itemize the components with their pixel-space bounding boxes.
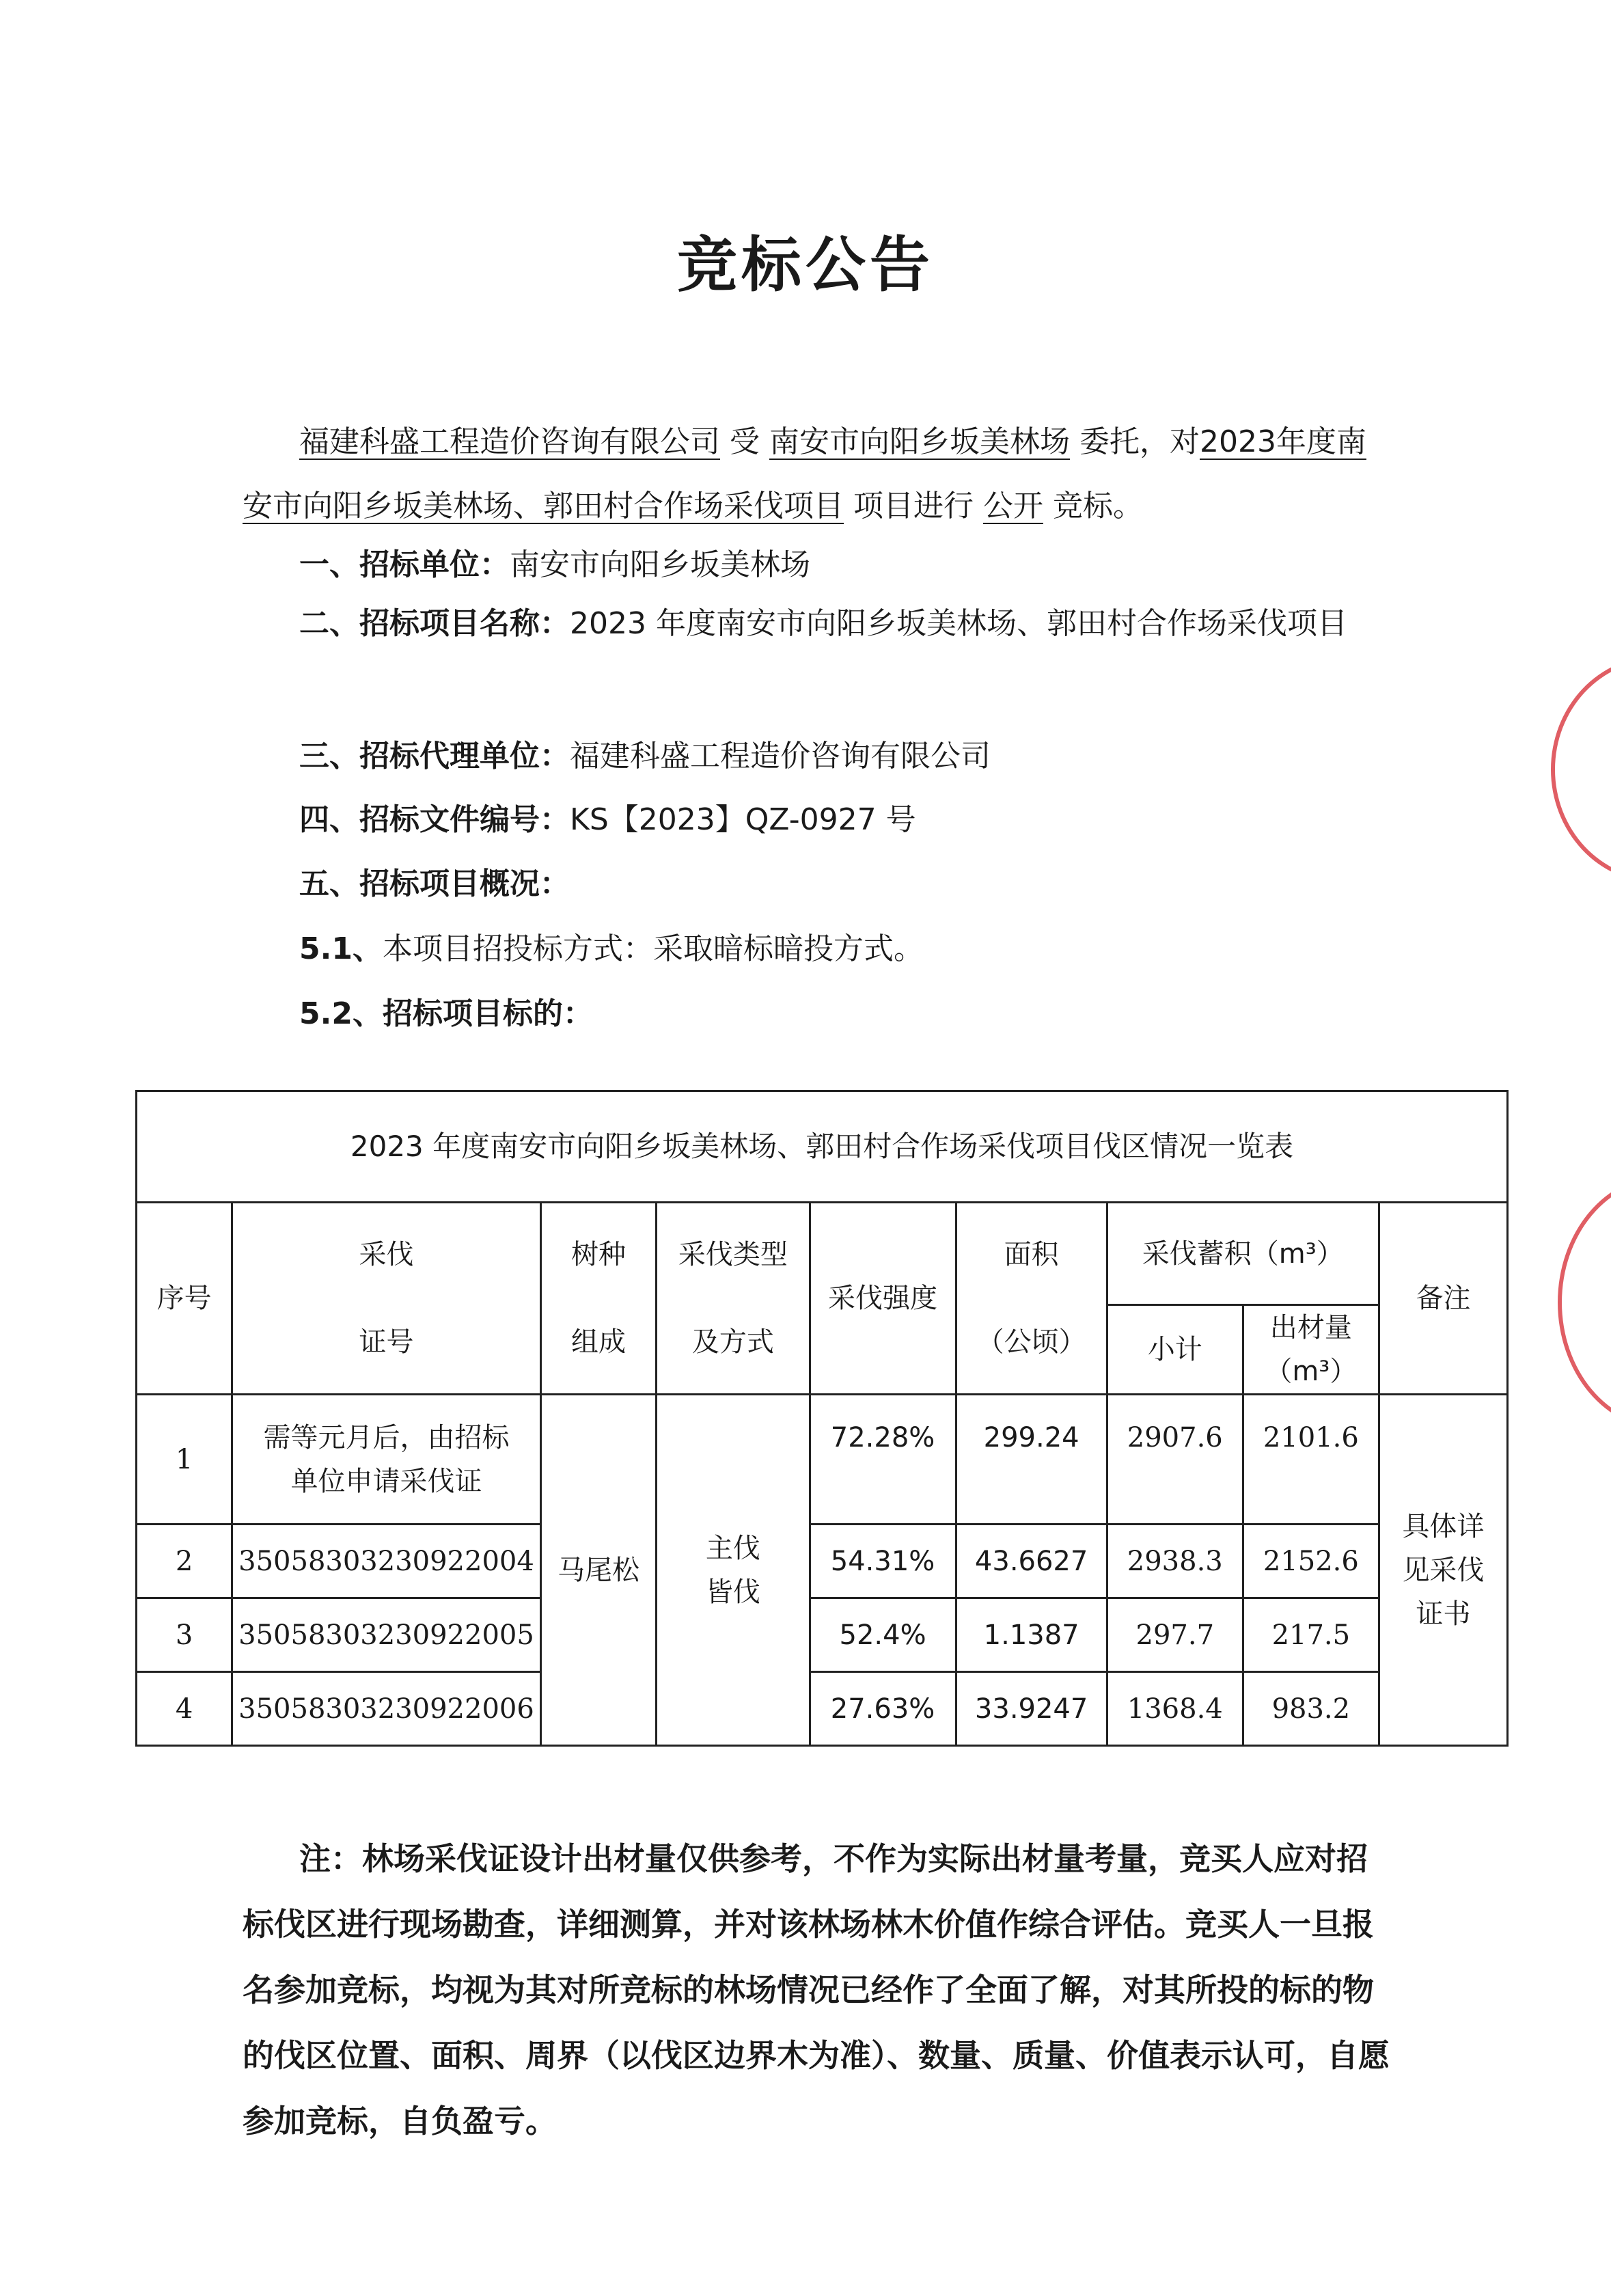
- project-name: 2023年度南安市向阳乡坂美林场、郭田村合作场采伐项目: [243, 424, 1366, 523]
- cell-cert: 35058303230922006: [232, 1672, 541, 1746]
- item-label: 5.1、: [299, 931, 383, 966]
- header-intensity: 采伐强度: [810, 1203, 956, 1395]
- header-type: 采伐类型 及方式: [657, 1203, 810, 1395]
- header-volume: 采伐蓄积（m³）: [1107, 1203, 1379, 1305]
- table-row: [137, 1525, 1508, 1598]
- cell-species: 马尾松: [540, 1395, 656, 1746]
- cell-subtotal: 297.7: [1107, 1598, 1243, 1672]
- table-row: [137, 1395, 1508, 1525]
- cell-area: 33.9247: [956, 1672, 1107, 1746]
- item-value: KS【2023】QZ-0927 号: [570, 802, 916, 837]
- item-label: 5.2、招标项目标的：: [299, 996, 593, 1031]
- cell-yield: 2101.6: [1243, 1395, 1379, 1525]
- item-label: 一、招标单位：: [299, 547, 510, 582]
- cell-seq: 1: [137, 1395, 232, 1525]
- page-title: 竞标公告: [676, 230, 934, 300]
- intro-text-1: 受: [720, 424, 769, 459]
- bid-method: 公开: [982, 489, 1043, 523]
- intro-text-4: 竞标。: [1043, 489, 1143, 523]
- cell-yield: 2152.6: [1243, 1525, 1379, 1598]
- item-value: 南安市向阳乡坂美林场: [510, 547, 810, 582]
- item-value: 本项目招投标方式：采取暗标暗投方式。: [382, 931, 924, 966]
- cell-type: 主伐 皆伐: [657, 1395, 810, 1746]
- cell-intensity: 72.28%: [810, 1395, 956, 1525]
- cell-subtotal: 2938.3: [1107, 1525, 1243, 1598]
- table-row: [137, 1672, 1508, 1746]
- item-bidder: [299, 540, 810, 584]
- header-cert: 采伐 证号: [232, 1203, 541, 1395]
- agent-name: 福建科盛工程造价咨询有限公司: [299, 424, 720, 459]
- cell-subtotal: 2907.6: [1107, 1395, 1243, 1525]
- item-label: 二、招标项目名称：: [299, 606, 570, 641]
- cell-area: 43.6627: [956, 1525, 1107, 1598]
- header-area: 面积 （公顷）: [956, 1203, 1107, 1395]
- header-remark: 备注: [1379, 1203, 1507, 1395]
- cell-seq: 4: [137, 1672, 232, 1746]
- cell-cert: 需等元月后，由招标 单位申请采伐证: [232, 1395, 541, 1525]
- header-species: 树种 组成: [540, 1203, 656, 1395]
- cell-intensity: 54.31%: [810, 1525, 956, 1598]
- intro-paragraph: [243, 410, 1377, 538]
- item-overview: [299, 859, 570, 903]
- cell-seq: 3: [137, 1598, 232, 1672]
- item-label: 三、招标代理单位：: [299, 739, 570, 774]
- cell-yield: 983.2: [1243, 1672, 1379, 1746]
- cell-area: 1.1387: [956, 1598, 1107, 1672]
- table-row: [137, 1598, 1508, 1672]
- cell-seq: 2: [137, 1525, 232, 1598]
- item-label: 四、招标文件编号：: [299, 802, 570, 837]
- item-value: 福建科盛工程造价咨询有限公司: [570, 739, 991, 774]
- cell-subtotal: 1368.4: [1107, 1672, 1243, 1746]
- item-project-name: [299, 592, 1377, 656]
- official-seal-stamp: [1558, 1175, 1611, 1430]
- item-value: 2023 年度南安市向阳乡坂美林场、郭田村合作场采伐项目: [570, 606, 1347, 641]
- cell-cert: 35058303230922004: [232, 1525, 541, 1598]
- note-paragraph: 注：林场采伐证设计出材量仅供参考，不作为实际出材量考量，竞买人应对招标伐区进行现场勘查，详细测算，并对该林场林木价值作综合评估。竞买人一旦报名参加竞标，均视为其对所竞标的林场情况已经作了全面了解，对其所投的标的物的伐区位置、面积、周界（以伐区边界木为准）、数量、质量、价值表示认可，自愿参加竞标，自负盈亏。: [243, 1840, 1390, 2140]
- item-label: 五、招标项目概况：: [299, 866, 570, 901]
- cell-cert: 35058303230922005: [232, 1598, 541, 1672]
- intro-text-2: 委托，对: [1069, 424, 1200, 459]
- item-file-number: [299, 795, 916, 838]
- header-subtotal: 小计: [1107, 1305, 1243, 1395]
- table-caption: 2023 年度南安市向阳乡坂美林场、郭田村合作场采伐项目伐区情况一览表: [137, 1091, 1508, 1203]
- cell-intensity: 52.4%: [810, 1598, 956, 1672]
- item-agency: [299, 731, 991, 775]
- item-5-2: [299, 989, 593, 1033]
- header-seq: 序号: [137, 1203, 232, 1395]
- header-yield: 出材量 （m³）: [1243, 1305, 1379, 1395]
- cell-yield: 217.5: [1243, 1598, 1379, 1672]
- cell-intensity: 27.63%: [810, 1672, 956, 1746]
- cell-area: 299.24: [956, 1395, 1107, 1525]
- item-5-1: [299, 924, 924, 968]
- official-seal-stamp: [1551, 656, 1611, 883]
- intro-text-3: 项目进行: [844, 489, 983, 523]
- client-name: 南安市向阳乡坂美林场: [769, 424, 1070, 459]
- cell-remark: 具体详 见采伐 证书: [1379, 1395, 1507, 1746]
- harvest-table: [135, 1090, 1509, 1747]
